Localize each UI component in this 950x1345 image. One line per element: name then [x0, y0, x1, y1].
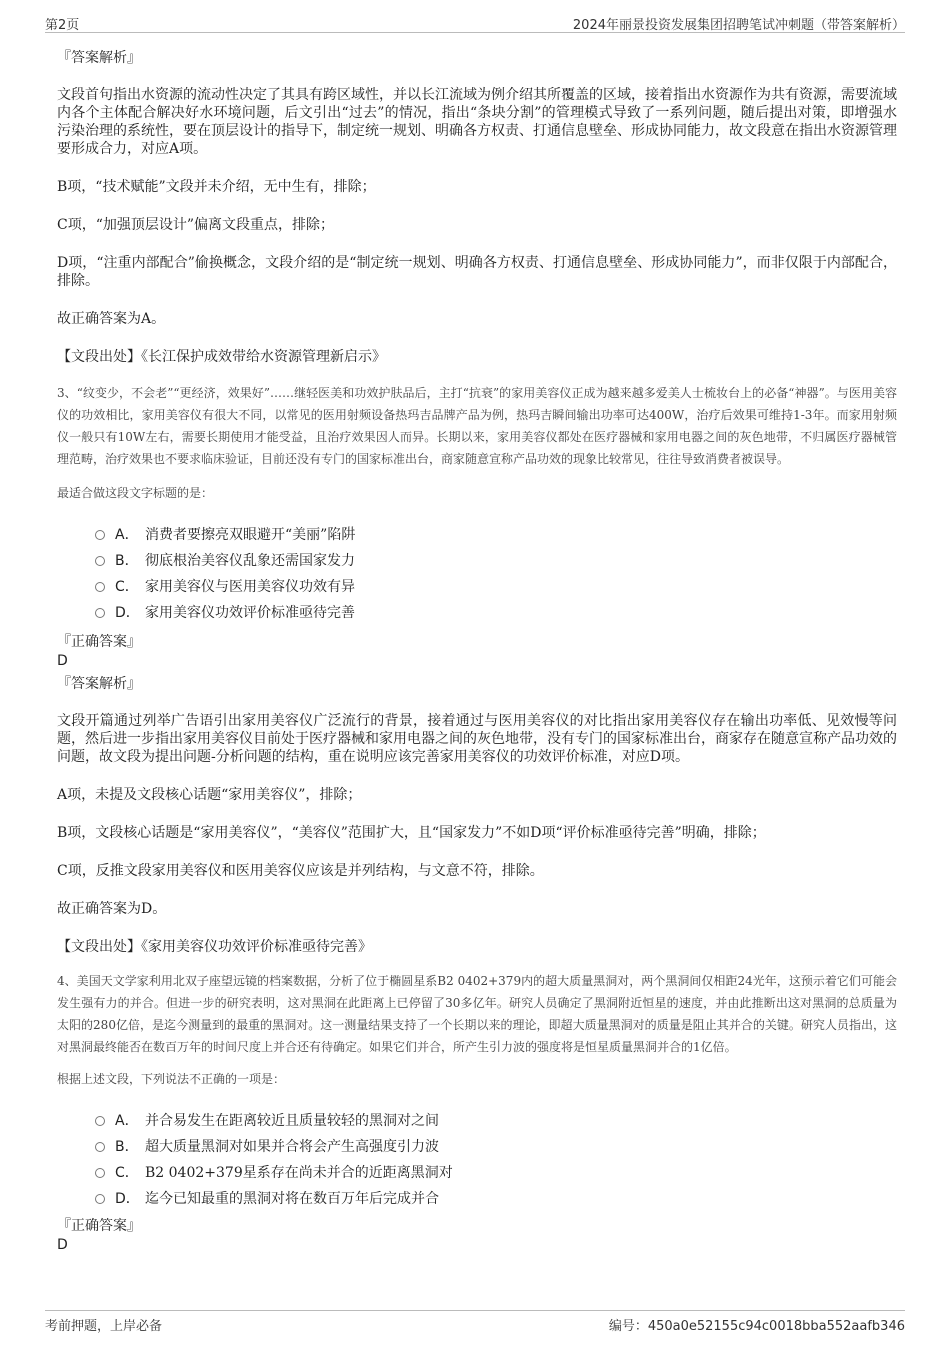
correct-answer: D	[57, 653, 68, 669]
radio-icon[interactable]	[95, 608, 105, 618]
option-text: 超大质量黑洞对如果并合将会产生高强度引力波	[145, 1139, 439, 1155]
footer-slogan: 考前押题，上岸必备	[45, 1319, 163, 1334]
analysis-label: 『答案解析』	[57, 676, 141, 692]
page-header	[45, 12, 905, 33]
analysis-note-d: D项，“注重内部配合”偷换概念，文段介绍的是“制定统一规划、明确各方权责、打通信息壁垒、形成协同能力”，而非仅限于内部配合，排除。	[57, 255, 897, 289]
option-text: 消费者要擦亮双眼避开“美丽”陷阱	[145, 527, 356, 543]
analysis-note-c: C项，反推文段家用美容仪和医用美容仪应该是并列结构，与文意不符，排除。	[57, 863, 544, 879]
option-letter: D．	[115, 1191, 140, 1207]
analysis-note-b: B项，文段核心话题是“家用美容仪”，“美容仪”范围扩大，且“国家发力”不如D项“评价标准亟待完善”明确，排除；	[57, 825, 766, 841]
source-citation: 【文段出处】《家用美容仪功效评价标准亟待完善》	[57, 939, 372, 955]
option-text: 迄今已知最重的黑洞对将在数百万年后完成并合	[145, 1191, 439, 1207]
radio-icon[interactable]	[95, 1142, 105, 1152]
document-id: 编号：450a0e52155c94c0018bba552aafb346	[608, 1319, 905, 1334]
analysis-paragraph: 文段首句指出水资源的流动性决定了其具有跨区域性，并以长江流域为例介绍其所覆盖的区域，接着指出水资源作为共有资源，需要流域内各个主体配合解决好水环境问题，后文引出“过去”的情况，指出“条块分割”的管理模式导致了一系列问题，随后提出对策，即增强水污染治理的系统性，要在顶层设计的指导下，制定统一规划、明确各方权责、打通信息壁垒、形成协同能力，故文段意在指出水资源管理要形成合力，对应A项。	[57, 87, 897, 157]
analysis-note-b: B项，“技术赋能”文段并未介绍，无中生有，排除；	[57, 179, 376, 195]
analysis-conclusion: 故正确答案为D。	[57, 901, 167, 917]
question-4-option-a[interactable]	[95, 1108, 897, 1134]
analysis-note-c: C项，“加强顶层设计”偏离文段重点，排除；	[57, 217, 335, 233]
analysis-note-a: A项，未提及文段核心话题“家用美容仪”，排除；	[57, 787, 362, 803]
page-footer	[45, 1310, 905, 1335]
option-text: 家用美容仪与医用美容仪功效有异	[145, 579, 355, 595]
question-4-option-b[interactable]	[95, 1134, 897, 1160]
question-4-option-d[interactable]	[95, 1186, 897, 1212]
analysis-paragraph: 文段开篇通过列举广告语引出家用美容仪广泛流行的背景，接着通过与医用美容仪的对比指出家用美容仪存在输出功率低、见效慢等问题，然后进一步指出家用美容仪目前处于医疗器械和家用电器之间的灰色地带，没有专门的国家标准出台，商家存在随意宣称产品功效的问题，故文段为提出问题-分析问题的结构，重在说明应该完善家用美容仪的功效评价标准，对应D项。	[57, 713, 897, 765]
analysis-label: 『答案解析』	[57, 50, 141, 66]
radio-icon[interactable]	[95, 1168, 105, 1178]
radio-icon[interactable]	[95, 1194, 105, 1204]
radio-icon[interactable]	[95, 582, 105, 592]
page-number: 第2页	[45, 18, 80, 33]
option-letter: C．	[115, 579, 139, 595]
question-4-options	[95, 1108, 897, 1212]
page-content	[57, 42, 897, 1254]
option-text: B2 0402+379星系存在尚未并合的近距离黑洞对	[145, 1165, 453, 1181]
question-3-text: 3、“纹变少，不会老”“更经济，效果好”……继轻医美和功效护肤品后，主打“抗衰”的家用美容仪正成为越来越多爱美人士梳妆台上的必备“神器”。与医用美容仪的功效相比，家用美容仪有很大不同，以常见的医用射频设备热玛吉品牌产品为例，热玛吉瞬间输出功率可达400W，治疗后效果可维持1-3年。而家用射频仪一般只有10W左右，需要长期使用才能受益，且治疗效果因人而异。长期以来，家用美容仪都处在医疗器械和家用电器之间的灰色地带，不归属医疗器械管理范畴，治疗效果也不要求临床验证，目前还没有专门的国家标准出台，商家随意宣称产品功效的现象比较常见，往往导致消费者被误导。	[57, 386, 897, 466]
option-text: 家用美容仪功效评价标准亟待完善	[145, 605, 355, 621]
question-3-option-a[interactable]	[95, 522, 897, 548]
option-letter: D．	[115, 605, 140, 621]
radio-icon[interactable]	[95, 1116, 105, 1126]
option-letter: B．	[115, 1139, 139, 1155]
option-letter: B．	[115, 553, 139, 569]
option-letter: A．	[115, 527, 139, 543]
document-title: 2024年丽景投资发展集团招聘笔试冲刺题（带答案解析）	[572, 18, 905, 33]
question-4-text: 4、美国天文学家利用北双子座望远镜的档案数据，分析了位于椭圆星系B2 0402+379内的超大质量黑洞对，两个黑洞间仅相距24光年，这预示着它们可能会发生强有力的并合。但进一步的研究表明，这对黑洞在此距离上已停留了30多亿年。研究人员确定了黑洞附近恒星的速度，并由此推断出这对黑洞的总质量为太阳的280亿倍，是迄今测量到的最重的黑洞对。这一测量结果支持了一个长期以来的理论，即超大质量黑洞对的质量是阻止其并合的关键。研究人员指出，这对黑洞最终能否在数百万年的时间尺度上并合还有待确定。如果它们并合，所产生引力波的强度将是恒星质量黑洞并合的1亿倍。	[57, 974, 897, 1054]
question-4-prompt: 根据上述文段，下列说法不正确的一项是：	[57, 1072, 286, 1086]
option-letter: C．	[115, 1165, 139, 1181]
option-text: 彻底根治美容仪乱象还需国家发力	[145, 553, 355, 569]
correct-answer-label: 『正确答案』	[57, 1218, 141, 1234]
question-3-option-d[interactable]	[95, 600, 897, 626]
option-letter: A．	[115, 1113, 139, 1129]
question-3-option-b[interactable]	[95, 548, 897, 574]
correct-answer: D	[57, 1237, 68, 1253]
question-4-option-c[interactable]	[95, 1160, 897, 1186]
radio-icon[interactable]	[95, 530, 105, 540]
option-text: 并合易发生在距离较近且质量较轻的黑洞对之间	[145, 1113, 439, 1129]
question-3-prompt: 最适合做这段文字标题的是：	[57, 486, 214, 500]
correct-answer-label: 『正确答案』	[57, 634, 141, 650]
question-3-option-c[interactable]	[95, 574, 897, 600]
radio-icon[interactable]	[95, 556, 105, 566]
analysis-conclusion: 故正确答案为A。	[57, 311, 166, 327]
question-3-options	[95, 522, 897, 626]
source-citation: 【文段出处】《长江保护成效带给水资源管理新启示》	[57, 349, 386, 365]
